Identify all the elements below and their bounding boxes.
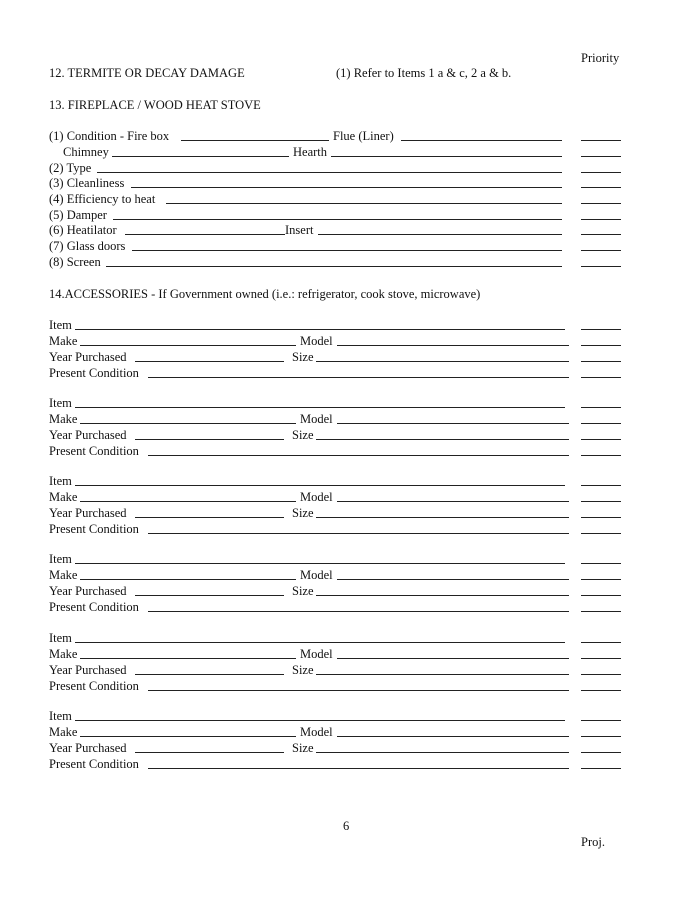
hearth-label: Hearth (293, 145, 328, 159)
condition-priority-field[interactable] (581, 757, 621, 769)
present-condition-label: Present Condition (49, 444, 139, 458)
make-label: Make (49, 490, 78, 504)
size-field[interactable] (316, 428, 569, 440)
size-field[interactable] (316, 350, 569, 362)
heatilator-priority-field[interactable] (581, 223, 621, 235)
glass-doors-priority-field[interactable] (581, 239, 621, 251)
item-priority-field[interactable] (581, 709, 621, 721)
condition-priority-field[interactable] (581, 679, 621, 691)
make-priority-field[interactable] (581, 647, 621, 659)
model-field[interactable] (337, 725, 569, 737)
year-purchased-field[interactable] (135, 741, 284, 753)
priority-header: Priority (581, 51, 620, 65)
item-label: Item (49, 631, 72, 645)
make-field[interactable] (80, 568, 296, 580)
item-field[interactable] (75, 474, 565, 486)
make-priority-field[interactable] (581, 412, 621, 424)
item-label: Item (49, 552, 72, 566)
item-field[interactable] (75, 631, 565, 643)
glass-doors-label: (7) Glass doors (49, 239, 126, 253)
year-purchased-label: Year Purchased (49, 506, 127, 520)
cleanliness-label: (3) Cleanliness (49, 176, 125, 190)
present-condition-label: Present Condition (49, 600, 139, 614)
year-purchased-label: Year Purchased (49, 663, 127, 677)
item-label: Item (49, 318, 72, 332)
damper-label: (5) Damper (49, 208, 107, 222)
cleanliness-priority-field[interactable] (581, 176, 621, 188)
damper-priority-field[interactable] (581, 208, 621, 220)
fire-box-label: (1) Condition - Fire box (49, 129, 170, 143)
present-condition-label: Present Condition (49, 679, 139, 693)
make-field[interactable] (80, 334, 296, 346)
section-13-title: 13. FIREPLACE / WOOD HEAT STOVE (49, 98, 261, 112)
size-label: Size (292, 663, 314, 677)
year-priority-field[interactable] (581, 663, 621, 675)
proj-label: Proj. (581, 835, 605, 849)
year-purchased-label: Year Purchased (49, 584, 127, 598)
section-12-note: (1) Refer to Items 1 a & c, 2 a & b. (336, 66, 512, 80)
make-field[interactable] (80, 647, 296, 659)
model-field[interactable] (337, 568, 569, 580)
year-priority-field[interactable] (581, 584, 621, 596)
item-field[interactable] (75, 318, 565, 330)
size-field[interactable] (316, 663, 569, 675)
screen-priority-field[interactable] (581, 255, 621, 267)
size-label: Size (292, 350, 314, 364)
item-priority-field[interactable] (581, 552, 621, 564)
item-field[interactable] (75, 396, 565, 408)
make-priority-field[interactable] (581, 334, 621, 346)
item-priority-field[interactable] (581, 318, 621, 330)
model-label: Model (300, 568, 333, 582)
make-field[interactable] (80, 412, 296, 424)
year-priority-field[interactable] (581, 741, 621, 753)
item-priority-field[interactable] (581, 631, 621, 643)
item-field[interactable] (75, 709, 565, 721)
efficiency-field[interactable] (166, 192, 562, 204)
flue-liner-label: Flue (Liner) (333, 129, 394, 143)
present-condition-label: Present Condition (49, 522, 139, 536)
make-label: Make (49, 647, 78, 661)
model-label: Model (300, 647, 333, 661)
make-field[interactable] (80, 725, 296, 737)
efficiency-label: (4) Efficiency to heat (49, 192, 156, 206)
make-label: Make (49, 725, 78, 739)
year-priority-field[interactable] (581, 428, 621, 440)
size-label: Size (292, 741, 314, 755)
condition-priority-field[interactable] (581, 366, 621, 378)
chimney-priority-field[interactable] (581, 145, 621, 157)
fire-box-priority-field[interactable] (581, 129, 621, 141)
size-label: Size (292, 584, 314, 598)
year-purchased-label: Year Purchased (49, 428, 127, 442)
type-field[interactable] (97, 161, 562, 173)
page-number: 6 (343, 819, 350, 833)
model-label: Model (300, 725, 333, 739)
section-12-title: 12. TERMITE OR DECAY DAMAGE (49, 66, 245, 80)
size-label: Size (292, 428, 314, 442)
make-priority-field[interactable] (581, 725, 621, 737)
model-label: Model (300, 412, 333, 426)
flue-liner-field[interactable] (401, 129, 562, 141)
present-condition-field[interactable] (148, 757, 569, 769)
item-priority-field[interactable] (581, 396, 621, 408)
year-purchased-field[interactable] (135, 428, 284, 440)
present-condition-label: Present Condition (49, 366, 139, 380)
year-purchased-field[interactable] (135, 663, 284, 675)
item-label: Item (49, 474, 72, 488)
damper-field[interactable] (113, 208, 562, 220)
model-field[interactable] (337, 412, 569, 424)
make-priority-field[interactable] (581, 490, 621, 502)
insert-label: Insert (285, 223, 314, 237)
model-label: Model (300, 490, 333, 504)
make-label: Make (49, 412, 78, 426)
year-purchased-field[interactable] (135, 350, 284, 362)
heatilator-field[interactable] (125, 223, 285, 235)
section-14-title: 14.ACCESSORIES - If Government owned (i.e.: refrigerator, cook stove, microwave) (49, 287, 481, 301)
size-field[interactable] (316, 506, 569, 518)
glass-doors-field[interactable] (132, 239, 562, 251)
year-purchased-field[interactable] (135, 506, 284, 518)
year-purchased-label: Year Purchased (49, 350, 127, 364)
condition-priority-field[interactable] (581, 600, 621, 612)
item-label: Item (49, 396, 72, 410)
size-field[interactable] (316, 584, 569, 596)
item-label: Item (49, 709, 72, 723)
year-purchased-label: Year Purchased (49, 741, 127, 755)
size-field[interactable] (316, 741, 569, 753)
present-condition-field[interactable] (148, 679, 569, 691)
cleanliness-field[interactable] (131, 176, 562, 188)
chimney-field[interactable] (112, 145, 289, 157)
screen-label: (8) Screen (49, 255, 101, 269)
model-label: Model (300, 334, 333, 348)
heatilator-label: (6) Heatilator (49, 223, 117, 237)
item-field[interactable] (75, 552, 565, 564)
chimney-label: Chimney (63, 145, 109, 159)
condition-priority-field[interactable] (581, 522, 621, 534)
make-label: Make (49, 568, 78, 582)
model-field[interactable] (337, 490, 569, 502)
year-purchased-field[interactable] (135, 584, 284, 596)
size-label: Size (292, 506, 314, 520)
item-priority-field[interactable] (581, 474, 621, 486)
type-label: (2) Type (49, 161, 92, 175)
present-condition-field[interactable] (148, 444, 569, 456)
make-priority-field[interactable] (581, 568, 621, 580)
insert-field[interactable] (318, 223, 562, 235)
make-label: Make (49, 334, 78, 348)
present-condition-field[interactable] (148, 366, 569, 378)
make-field[interactable] (80, 490, 296, 502)
efficiency-priority-field[interactable] (581, 192, 621, 204)
fire-box-field[interactable] (181, 129, 329, 141)
screen-field[interactable] (106, 255, 562, 267)
type-priority-field[interactable] (581, 161, 621, 173)
hearth-field[interactable] (331, 145, 562, 157)
present-condition-field[interactable] (148, 600, 569, 612)
present-condition-label: Present Condition (49, 757, 139, 771)
present-condition-field[interactable] (148, 522, 569, 534)
condition-priority-field[interactable] (581, 444, 621, 456)
year-priority-field[interactable] (581, 506, 621, 518)
year-priority-field[interactable] (581, 350, 621, 362)
model-field[interactable] (337, 647, 569, 659)
model-field[interactable] (337, 334, 569, 346)
